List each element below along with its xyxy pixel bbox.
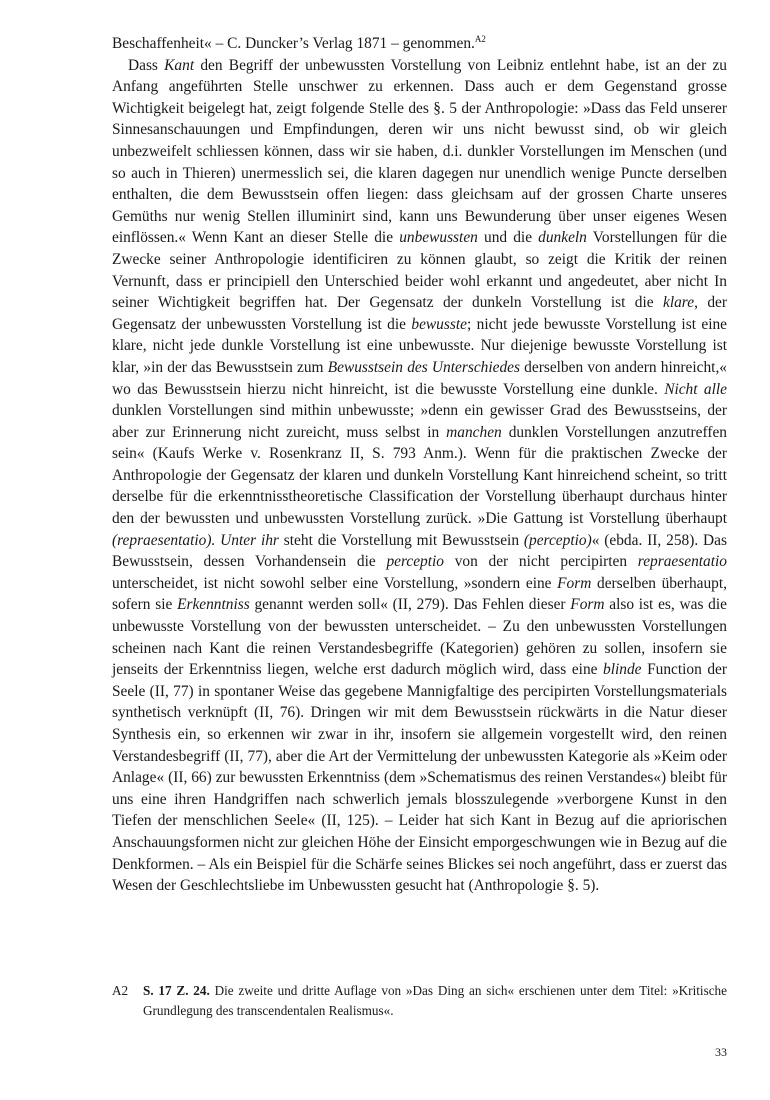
emphasized-text: Nicht alle <box>664 380 727 398</box>
opening-paragraph <box>112 33 727 55</box>
paragraph-text: , der Gegensatz der unbewussten Vorstellung ist die <box>112 294 727 333</box>
paragraph-text: genannt werden soll« (II, 279). Das Fehlen dieser <box>249 596 571 614</box>
emphasized-text: unbewussten <box>399 229 478 247</box>
paragraph-text: « (ebda. II, 258). Das Bewusstsein, dessen Vorhandensein die <box>112 531 727 571</box>
page-number: 33 <box>715 1045 727 1059</box>
opening-text: Beschaffenheit« – C. Duncker’s Verlag 1871 – genommen. <box>112 35 475 52</box>
paragraph-text: dunklen Vorstellungen anzutreffen sein« (Kaufs Werke v. Rosenkranz II, S. 793 Anm.). Wenn für die praktischen Zwecke der Anthropologie der Gegensatz der klaren und dunkeln Vorstellung Kant hinreichend scheint, so tritt derselbe für die erkenntnisstheoretische Classification der Vorstellung überhaupt durchaus hinter den der bewussten und unbewussten Vorstellung zurück. »Die Gattung ist Vorstellung überhaupt <box>112 423 727 528</box>
paragraph-text: Vorstellungen für die Zwecke seiner Anthropologie identificiren zu können glaubt, so zeigt die Kritik der reinen Vernunft, dass er principiell den Unterschied beider wohl erkannt und angedeutet, aber nicht In seiner Wichtigkeit begriffen hat. Der Gegensatz der dunkeln Vorstellung ist die <box>112 229 727 312</box>
paragraph-text: dunklen Vorstellungen sind mithin unbewusste; »denn ein gewisser Grad des Bewusstseins, der aber zur Erinnerung nicht zureicht, muss selbst in <box>112 402 727 441</box>
emphasized-text: Erkenntniss <box>177 596 250 614</box>
paragraph-text: derselben überhaupt, sofern sie <box>112 574 728 614</box>
emphasized-text: blinde <box>603 661 642 679</box>
paragraph-text: ; nicht jede bewusste Vorstellung ist eine klare, nicht jede dunkle Vorstellung ist eine unbewusste. Nur diejenige bewusste Vorstellung ist klar, »in der das Bewusstsein zum <box>112 315 727 376</box>
paragraph-text: Function der Seele (II, 77) in spontaner Weise das gegebene Mannigfaltige des percipirten Vorstellungsmaterials synthetisch verknüpft (II, 76). Dringen wir mit dem Bewusstsein rückwärts in die Natur dieser Synthesis ein, so erkennen wir zwar in ihr, insofern sie allgemein vorgestellt wird, den reinen Verstandesbegriff (II, 77), aber die Art der Vermittelung der unbewussten Kategorie als »Keim oder Anlage« (II, 66) zur bewussten Erkenntniss (dem »Schematismus des reinen Verstandes«) bleibt für uns eine ihren Handgriffen nach schwerlich jemals blosszulegende »verborgene Kunst in den Tiefen der menschlichen Seele« (II, 125). – Leider hat sich Kant in Bezug auf die apriorischen Anschauungsformen nicht zur gleichen Höhe der Einsicht emporgeschwungen wie in Bezug auf die Denkformen. – Als ein Beispiel für die Schärfe seines Blickes sei noch angeführt, dass er zuerst das Wesen der Geschlechtsliebe im Unbewussten gesucht hat (Anthropologie §. 5). <box>112 661 727 895</box>
emphasized-text: Form <box>557 574 592 592</box>
paragraph-text: also ist es, was die unbewusste Vorstellung von der bewussten unterscheidet. – Zu den unbewussten Vorstellungen scheinen nach Kant die reinen Verstandesbegriffe (Kategorien) gehören zu sollen, insofern sie jenseits der Erkenntniss liegen, welche erst dadurch möglich wird, dass eine <box>112 596 727 679</box>
paragraph-text: den Begriff der unbewussten Vorstellung von Leibniz entlehnt habe, ist an der zu Anfang angeführten Stelle unschwer zu erkennen. Dass auch er dem Gegenstand grosse Wichtigkeit beigelegt hat, zeigt folgende Stelle des §. 5 der Anthropologie: »Dass das Feld unserer Sinnesanschauungen und Empfindungen, deren wir uns nicht bewusst sind, ob wir gleich unbezweifelt schliessen können, dass wir sie haben, d.i. dunkler Vorstellungen im Menschen (und so auch in Thieren) unermesslich sei, die klaren dagegen nur unendlich wenige Puncte derselben enthalten, die dem Bewusstsein offen liegen: dass gleichsam auf der grossen Charte unseres Gemüths nur wenig Stellen illuminirt sind, kann uns Bewunderung über unser eigenes Wesen einflössen.« Wenn Kant an dieser Stelle die <box>112 56 727 247</box>
paragraph-text: steht die Vorstellung mit Bewusstsein <box>278 531 524 549</box>
emphasized-text: dunkeln <box>538 229 587 247</box>
emphasized-text: (repraesentatio). Unter ihr <box>112 531 279 549</box>
main-paragraph <box>112 55 727 897</box>
note-label: A2 <box>112 983 129 998</box>
emphasized-text: klare <box>663 294 695 312</box>
paragraph-text: und die <box>477 229 539 247</box>
editorial-note <box>112 981 727 1020</box>
note-text: Die zweite und dritte Auflage von »Das Ding an sich« erschienen unter dem Titel: »Kritische Grundlegung des transcendentalen Realismus«. <box>143 983 727 1018</box>
paragraph-text: derselben von andern hinreicht,« wo das Bewusstsein hierzu nicht hinreicht, ist die bewusste Vorstellung eine dunkle. <box>112 358 727 398</box>
emphasized-text: perceptio <box>386 553 444 571</box>
emphasized-text: Form <box>570 596 605 614</box>
paragraph-text: Dass <box>128 56 165 74</box>
emphasized-text: (perceptio) <box>523 531 592 549</box>
emphasized-text: manchen <box>446 423 502 441</box>
emphasized-text: Bewusstsein des Unterschiedes <box>327 358 520 376</box>
emphasized-text: bewusste <box>411 315 467 333</box>
paragraph-text: unterscheidet, ist nicht sowohl selber eine Vorstellung, »sondern eine <box>112 574 558 592</box>
paragraph-text: von der nicht percipirten <box>444 553 638 571</box>
annotation-marker[interactable]: A2 <box>474 34 486 44</box>
emphasized-text: Kant <box>164 56 195 74</box>
note-reference: S. 17 Z. 24. <box>143 983 210 998</box>
body-text <box>112 33 727 897</box>
note-body <box>143 981 727 1020</box>
emphasized-text: repraesentatio <box>637 553 727 571</box>
